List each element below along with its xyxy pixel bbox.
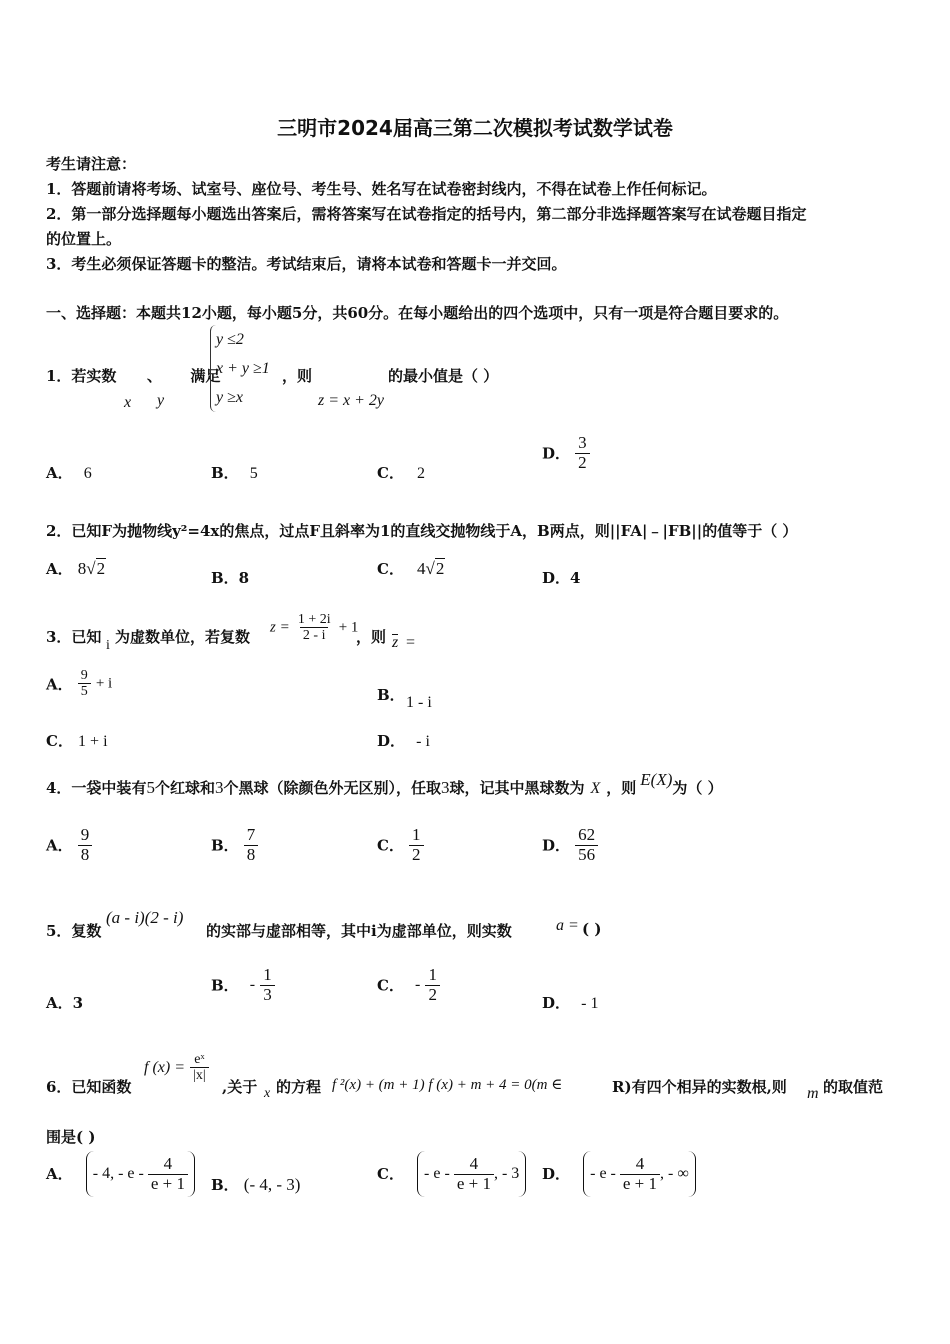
q3-option-a-num: 9 [80,668,88,683]
q5-a-eq: a = [556,917,579,934]
notice-item-1: 1．答题前请将考场、试室号、座位号、考生号、姓名写在试卷密封线内，不得在试卷上作任何标记。 [46,180,717,198]
q6-option-c-interval [417,1151,526,1197]
q5-option-b-den: 3 [260,985,275,1005]
q4-n3b: 3 [440,778,450,797]
q2-option-b[interactable]: B．8 [211,569,250,587]
q6-roots: R)有四个相异的实数根,则 [612,1078,787,1096]
q2-option-a[interactable] [46,558,106,579]
q1-option-d-label: D． [542,444,571,463]
q6-option-d-den: e + 1 [620,1174,660,1194]
q5-expression: (a - i)(2 - i) [106,908,184,927]
q4-option-a-num: 9 [80,825,90,844]
q1-option-c[interactable] [377,462,425,483]
q2-option-c-label: C． [377,560,404,578]
q2-option-c[interactable] [377,558,445,579]
q2-option-a-coef: 8 [77,559,87,578]
q5-option-d-label: D． [542,994,571,1012]
q6-option-d-label: D． [542,1165,571,1183]
q6-option-d-post: , - ∞ [660,1165,689,1182]
q4-X: X [590,780,601,797]
section-heading: 一、选择题：本题共12小题，每小题5分，共60分。在每小题给出的四个选项中，只有一项是符合题目要求的。 [46,304,789,322]
q4-p6: 为（ ） [672,779,723,797]
q1-option-d[interactable] [542,434,590,472]
q6-option-d-num: 4 [635,1153,645,1173]
q5-suffix: ( ) [582,920,602,938]
q4-option-d-num: 62 [578,825,596,844]
q6-option-a-den: e + 1 [148,1174,188,1194]
q3-option-a-fraction [78,668,91,700]
q5-option-b-label: B． [211,976,239,995]
q5-option-b-sign: - [249,976,256,994]
q1-constraint-1: y ≤2 [216,331,244,348]
q3-expression [270,612,358,644]
q6-option-a-label: A． [46,1165,73,1183]
q1-option-c-label: C． [377,464,404,482]
q4-option-b-fraction [244,826,259,864]
q1-constraint-3: y ≥x [216,389,243,406]
q6-option-b-value: (- 4, - 3) [243,1175,301,1194]
q1-prefix: 1．若实数 [46,367,117,385]
q3-option-b-value: 1 - i [406,694,432,711]
q2-option-a-radicand: 2 [96,559,106,578]
q5-option-b[interactable] [211,966,275,1004]
q1-option-d-fraction [575,434,590,472]
q4-stem [46,770,723,798]
q6-option-c-num: 4 [469,1153,479,1173]
q1-option-d-den: 2 [575,453,590,473]
page-title: 三明市2024届高三第二次模拟考试数学试卷 [277,116,673,140]
q4-option-b[interactable] [211,826,258,864]
q4-option-d-label: D． [542,836,571,855]
q3-option-d-label: D． [377,732,406,750]
q6-f-num: eˣ [194,1052,205,1067]
q4-p3: 个黑球（除颜色外无区别），任取 [223,779,441,797]
q4-p1: 4．一袋中装有 [46,779,147,797]
q2-option-c-radicand: 2 [435,559,445,578]
q4-option-a-den: 8 [78,845,93,865]
q5-mid: 的实部与虚部相等，其中i为虚部单位，则实数 [206,922,512,940]
q5-option-d[interactable] [542,992,598,1013]
q1-option-d-num: 3 [578,433,587,452]
q4-option-b-den: 8 [244,845,259,865]
q3-option-a-label: A． [46,675,73,694]
q4-p2: 个红球和 [154,779,215,797]
q5-option-b-num: 1 [263,965,272,984]
q3-imaginary-unit: i [106,638,110,653]
q4-option-c-num: 1 [412,825,421,844]
q5-option-c-num: 1 [428,965,437,984]
q6-option-d-fraction [620,1155,660,1193]
q4-option-c[interactable] [377,826,424,864]
q4-option-c-den: 2 [409,845,424,865]
q3-z-conjugate: z [392,634,399,651]
q3-option-d[interactable] [377,730,430,751]
q6-option-a-interval [86,1151,195,1197]
q3-option-d-value: - i [416,733,430,750]
q6-equation: f ²(x) + (m + 1) f (x) + m + 4 = 0(m ∈ [332,1077,563,1093]
q6-option-a-pre: - 4, - e - [92,1165,144,1182]
q3-num: 1 + 2i [297,612,331,627]
q1-option-a-value: 6 [83,465,92,482]
q6-f-eq: f (x) = [144,1058,185,1076]
q3-fraction [295,612,334,644]
q3-plus-one: + 1 [338,619,359,636]
notice-item-2-cont: 的位置上。 [46,230,122,248]
q3-option-a-rest: + i [95,675,113,692]
q1-constraint-system [210,325,270,412]
q6-about: ,关于 [222,1078,258,1096]
q2-option-d[interactable]: D．4 [542,569,581,587]
q1-sep: 、 [146,367,162,385]
q1-var-x: x [124,394,132,411]
q6-function [144,1052,209,1084]
q6-f-fraction [190,1052,209,1084]
q6-range: 的取值范 [823,1078,884,1096]
q3-option-c-value: 1 + i [78,733,108,750]
notice-heading: 考生请注意： [46,155,137,173]
q5-option-d-value: - 1 [581,995,599,1012]
q6-prefix: 6．已知函数 [46,1078,132,1096]
q6-option-c-post: , - 3 [493,1165,520,1182]
q4-option-c-fraction [409,826,424,864]
q1-option-b-label: B． [211,464,239,482]
q4-option-b-num: 7 [246,825,256,844]
q5-option-a[interactable]: A．3 [46,994,84,1012]
q1-option-a[interactable] [46,462,92,483]
q1-brace [210,325,270,412]
q3-prefix: 3．已知 [46,628,102,646]
q4-option-a-fraction [78,826,93,864]
q4-option-c-label: C． [377,836,404,855]
q3-den: 2 - i [300,627,329,643]
q1-stem [46,365,220,386]
q4-option-a[interactable] [46,826,92,864]
q3-option-a-den: 5 [78,683,91,699]
q3-equals: = [406,634,416,651]
q2-option-c-coef: 4 [417,559,426,578]
q1-suffix: 的最小值是（ ） [388,367,499,385]
q4-option-b-label: B． [211,836,239,855]
q2-option-c-value: 4√2 [417,559,445,578]
q6-option-a[interactable] [46,1151,195,1197]
q4-n5: 5 [146,778,155,797]
q1-option-a-label: A． [46,464,73,482]
q4-EX: E(X) [640,770,673,789]
q6-f-den: |x| [190,1067,209,1083]
q6-option-c-label: C． [377,1165,404,1183]
q1-option-b[interactable] [211,462,258,483]
notice-item-3: 3．考生必须保证答题卡的整洁。考试结束后，请将本试卷和答题卡一并交回。 [46,255,567,273]
q1-var-y: y [157,392,165,409]
q3-option-c[interactable] [46,730,108,751]
q3-then: ，则 [356,628,387,646]
q6-m: m [807,1085,819,1102]
q3-z-eq: z = [270,619,290,636]
q3-option-a[interactable] [46,668,112,700]
q5-option-c-fraction [425,966,440,1004]
q5-prefix: 5．复数 [46,922,102,940]
q1-option-c-value: 2 [417,465,426,482]
q6-option-c[interactable] [377,1151,526,1197]
q6-option-a-num: 4 [163,1153,173,1173]
q4-option-d[interactable] [542,826,598,864]
q5-option-b-fraction [260,966,275,1004]
q6-option-d-interval [583,1151,696,1197]
q3-option-b[interactable] [377,684,405,705]
q6-equation-label: 的方程 [276,1078,322,1096]
q4-n3: 3 [214,778,224,797]
q6-range-cont: 围是( ) [46,1128,96,1146]
q6-option-d[interactable] [542,1151,696,1197]
q6-option-b[interactable] [211,1174,300,1195]
q6-option-b-label: B． [211,1176,239,1194]
q3-option-b-label: B． [377,686,405,704]
q6-option-c-pre: - e - [424,1165,450,1182]
q4-option-a-label: A． [46,836,73,855]
q6-option-d-pre: - e - [590,1165,616,1182]
q6-option-a-fraction [148,1155,188,1193]
q6-x: x [264,1086,271,1101]
q4-option-d-fraction [575,826,598,864]
notice-item-2: 2．第一部分选择题每小题选出答案后，需将答案写在试卷指定的括号内，第二部分非选择题答案写在试卷题目指定 [46,205,807,223]
q3-mid: 为虚数单位，若复数 [115,628,251,646]
q1-constraint-2: x + y ≥1 [216,360,270,377]
q4-p4: 球，记其中黑球数为 [449,779,585,797]
q4-option-d-den: 56 [575,845,598,865]
q4-p5: ，则 [606,779,637,797]
q1-objective: z = x + 2y [318,392,385,409]
q1-then: ，则 [282,367,313,385]
q5-option-c-sign: - [415,976,421,994]
q6-option-c-den: e + 1 [454,1174,494,1194]
q5-option-c-den: 2 [425,985,440,1005]
q1-mid: 满足 [190,367,221,385]
q2-option-a-label: A． [46,560,73,578]
q1-option-b-value: 5 [249,465,258,482]
q2-stem: 2．已知F为抛物线y²=4x的焦点，过点F且斜率为1的直线交抛物线于A，B两点，则||FA|﹣|FB||的值等于（ ） [46,522,798,540]
q3-option-c-label: C． [46,732,73,750]
q2-option-a-value: 8√2 [77,559,106,578]
q5-option-c-label: C． [377,976,404,995]
q6-option-c-fraction [454,1155,494,1193]
q5-option-c[interactable] [377,966,440,1004]
